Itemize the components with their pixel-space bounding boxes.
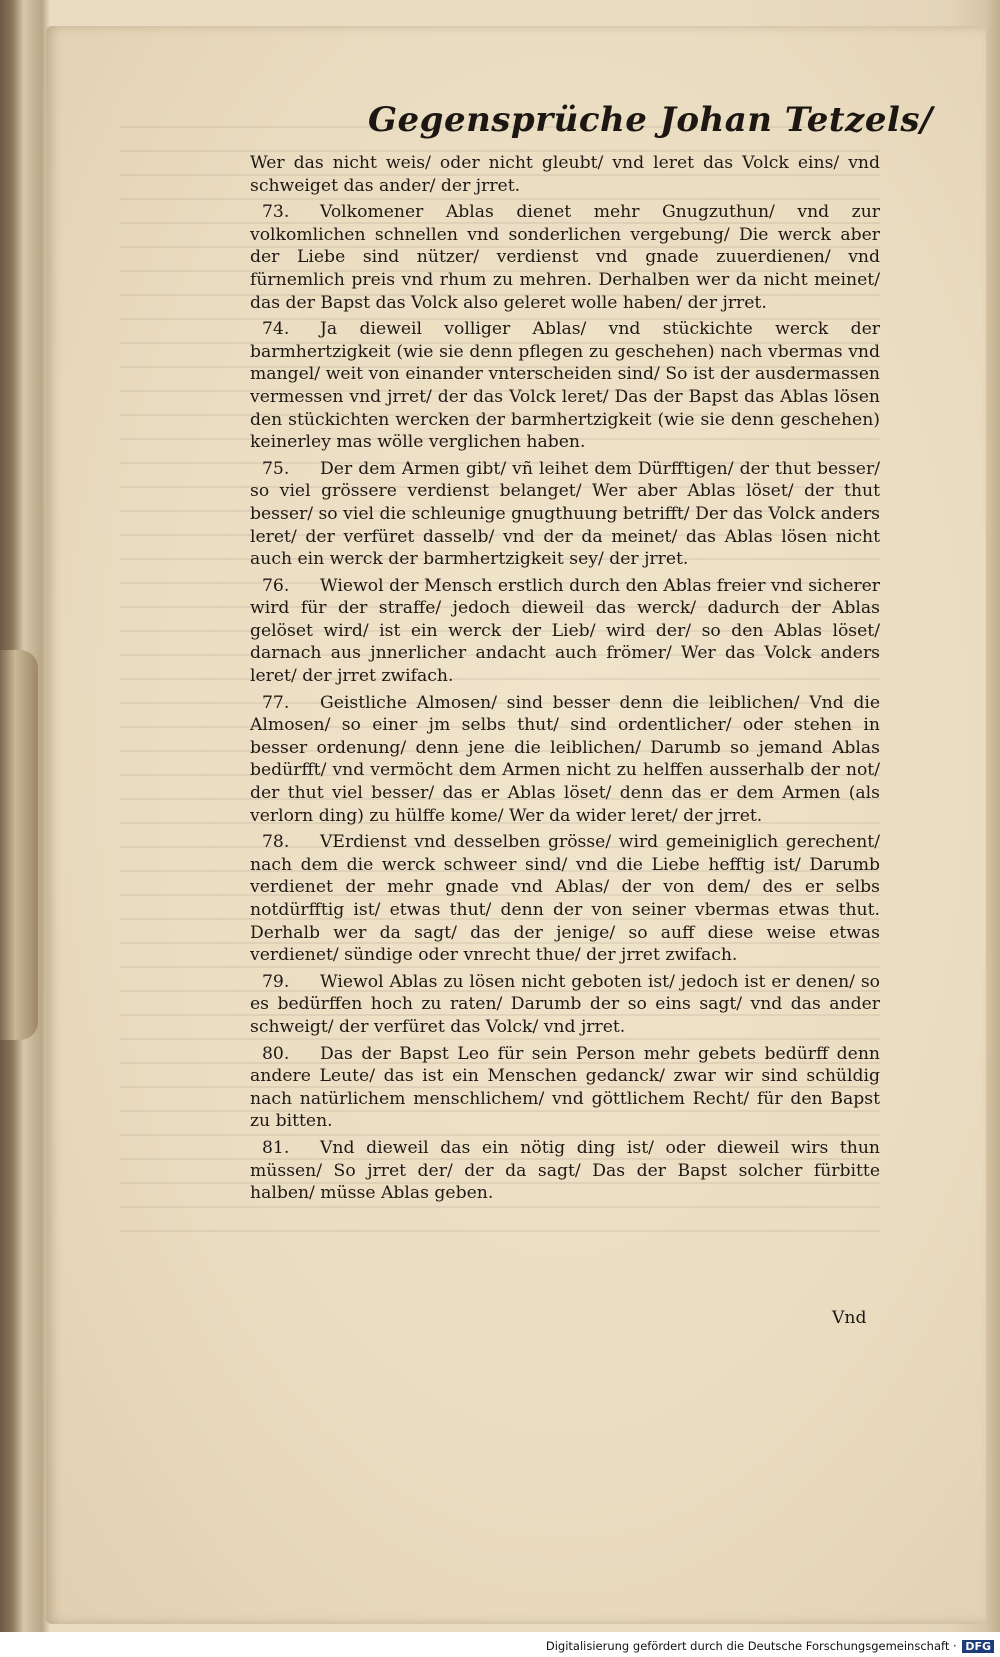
thesis-text: Wiewol der Mensch erstlich durch den Ablas freier vnd sicherer wird für der straffe/ jedoch dieweil das werck/ dadurch der Ablas gelöset wird/ ist ein werck der Lieb/ wird der/ so den Ablas löset/ darnach aus jnnerlicher andacht auch frömer/ Wer das Volck anders leret/ der jrret zwifach.	[250, 575, 880, 687]
page-body	[250, 152, 880, 1209]
digitization-credit: Digitalisierung gefördert durch die Deutsche Forschungsgemeinschaft · DFG	[546, 1639, 994, 1653]
paragraph	[250, 1137, 880, 1205]
thesis-number: 74.	[262, 319, 290, 340]
credit-text: Digitalisierung gefördert durch die Deutsche Forschungsgemeinschaft	[545, 1639, 950, 1653]
thesis-text: Wer das nicht weis/ oder nicht gleubt/ vnd leret das Volck eins/ vnd schweiget das ander/ der jrret.	[250, 153, 880, 196]
thesis-text: VErdienst vnd desselben grösse/ wird gemeiniglich gerechent/ nach dem die werck schweer sind/ vnd die Liebe hefftig ist/ Darumb verdienet der mehr gnade vnd Ablas/ der von dem/ des er selbs notdürfftig ist/ etwas thut/ denn der von seiner vbermas etwas thut. Derhalb wer da sagt/ das der jenige/ so auff diese weise etwas verdienet/ sündige oder vnrecht thue/ der jrret zwifach.	[250, 832, 880, 966]
thesis-number: 77.	[262, 692, 290, 713]
paragraph	[250, 971, 880, 1039]
thesis-text: Geistliche Almosen/ sind besser denn die leiblichen/ Vnd die Almosen/ so einer jm selbs thut/ sind ordentlicher/ oder stehen in besser ordenung/ denn jene die leiblichen/ Darumb so jemand Ablas bedürfft/ vnd vermöcht dem Armen nicht zu helffen ausserhalb der not/ der thut viel besser/ das er Ablas löset/ denn das er dem Armen (als verlorn ding) zu hülffe kome/ Wer da wider leret/ der jrret.	[250, 692, 880, 826]
paragraph	[250, 831, 880, 967]
book-clip	[0, 650, 38, 1040]
thesis-text: Der dem Armen gibt/ vñ leihet dem Dürfftigen/ der thut besser/ so viel grössere verdienst belanget/ Wer aber Ablas löset/ der thut besser/ so viel die schleunige gnugthuung betrifft/ Der das Volck anders leret/ der verfüret dasselb/ vnd der da meinet/ das Ablas lösen nicht auch ein werck der barmhertzigkeit sey/ der jrret.	[250, 458, 880, 570]
thesis-number: 78.	[262, 832, 290, 853]
thesis-number: 79.	[262, 971, 290, 992]
thesis-text: Vnd dieweil das ein nötig ding ist/ oder dieweil wirs thun müssen/ So jrret der/ der da sagt/ Das der Bapst solcher fürbitte halben/ müsse Ablas geben.	[250, 1137, 880, 1204]
paragraph	[250, 152, 880, 197]
thesis-text: Das der Bapst Leo für sein Person mehr gebets bedürff denn andere Leute/ das ist ein Menschen gedanck/ zwar wir sind schüldig nach natürlichem menschlichem/ vnd göttlichem Recht/ für den Bapst zu bitten.	[250, 1043, 880, 1132]
paragraph	[250, 692, 880, 828]
thesis-number: 73.	[262, 202, 290, 223]
thesis-number: 80.	[262, 1043, 290, 1064]
paragraph	[250, 318, 880, 454]
paragraph	[250, 575, 880, 688]
paragraph	[250, 201, 880, 314]
paragraph	[250, 458, 880, 571]
paragraph	[250, 1043, 880, 1133]
thesis-number: 75.	[262, 458, 290, 479]
thesis-text: Wiewol Ablas zu lösen nicht geboten ist/ jedoch ist er denen/ so es bedürffen hoch zu raten/ Darumb der so eins sagt/ vnd das ander schweigt/ der verfüret das Volck/ vnd jrret.	[250, 971, 880, 1037]
thesis-text: Volkomener Ablas dienet mehr Gnugzuthun/ vnd zur volkomlichen schnellen vnd sonderlichen vergebung/ Die werck aber der Liebe sind nützer/ verdienst vnd gnade zuuerdienen/ vnd fürnemlich preis vnd rhum zu mehren. Derhalben wer da nicht meinet/ das der Bapst das Volck also geleret wolle haben/ der jrret.	[250, 202, 880, 313]
thesis-text: Ja dieweil volliger Ablas/ vnd stückichte werck der barmhertzigkeit (wie sie denn pflegen zu geschehen) nach vbermas vnd mangel/ weit von einander vnterscheiden sind/ So ist der ausdermassen vermessen vnd jrret/ der das Volck leret/ Das der Bapst das Ablas lösen den stückichten wercken der barmhertzigkeit (wie sie denn geschehen) keinerley mas wölle verglichen haben.	[250, 319, 880, 453]
catchword: Vnd	[832, 1308, 867, 1328]
dfg-logo: DFG	[962, 1640, 994, 1653]
thesis-number: 81.	[262, 1137, 290, 1158]
running-heading: Gegensprüche Johan Tetzels/	[368, 100, 933, 140]
thesis-number: 76.	[262, 575, 290, 596]
